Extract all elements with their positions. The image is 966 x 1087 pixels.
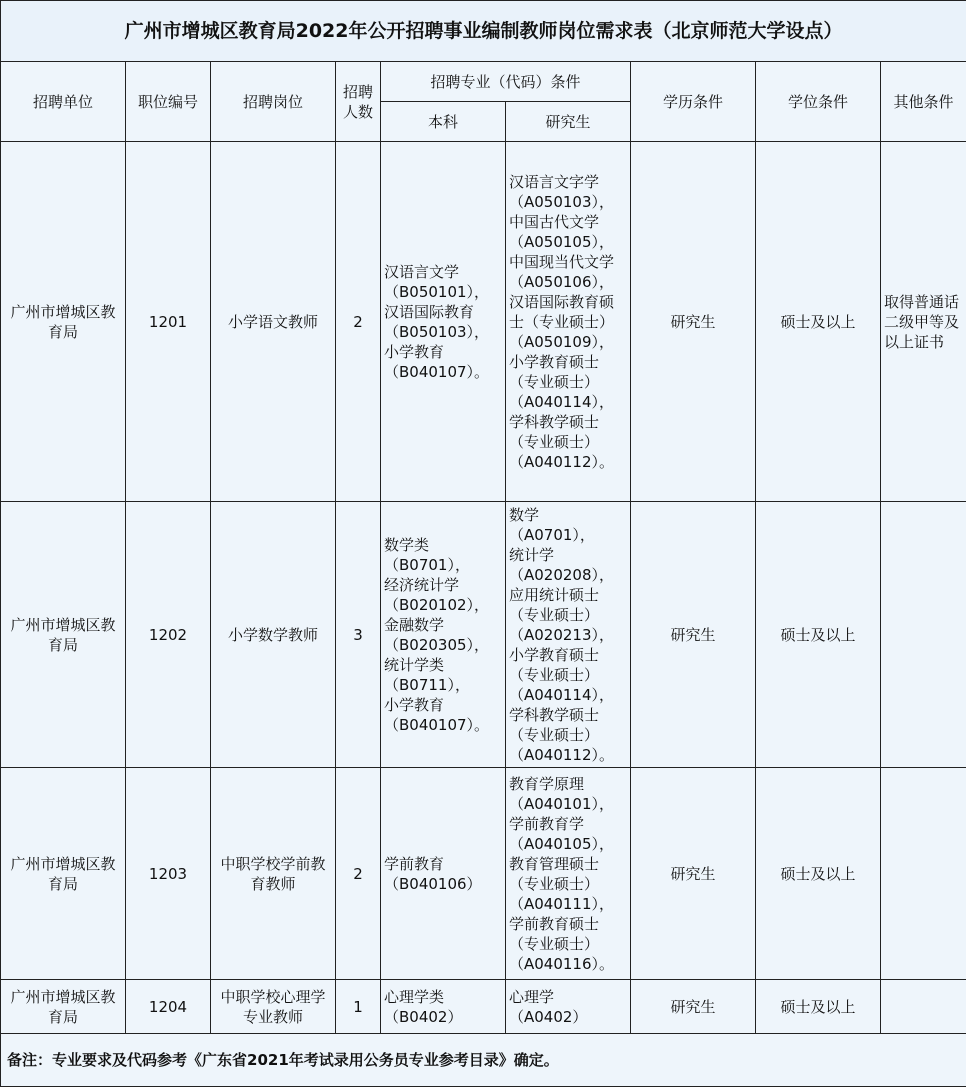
table-note: 备注：专业要求及代码参考《广东省2021年考试录用公务员专业参考目录》确定。 <box>1 1034 966 1087</box>
cell-code: 1203 <box>126 768 211 980</box>
cell-undergrad: 学前教育 （B040106） <box>381 768 506 980</box>
table-row <box>1 768 966 980</box>
cell-code: 1204 <box>126 980 211 1034</box>
table-title: 广州市增城区教育局2022年公开招聘事业编制教师岗位需求表（北京师范大学设点） <box>1 1 966 62</box>
header-position: 招聘岗位 <box>211 62 336 142</box>
cell-position: 中职学校心理学专业教师 <box>211 980 336 1034</box>
cell-code: 1201 <box>126 142 211 502</box>
cell-undergrad: 汉语言文学 （B050101）， 汉语国际教育 （B050103）， 小学教育 （B040107）。 <box>381 142 506 502</box>
cell-undergrad: 数学类 （B0701）， 经济统计学 （B020102）， 金融数学 （B020305）， 统计学类 （B0711）， 小学教育 （B040107）。 <box>381 502 506 768</box>
table-row <box>1 142 966 502</box>
header-unit: 招聘单位 <box>1 62 126 142</box>
cell-code: 1202 <box>126 502 211 768</box>
table-row <box>1 502 966 768</box>
cell-education: 研究生 <box>631 768 756 980</box>
cell-position: 小学数学教师 <box>211 502 336 768</box>
cell-unit: 广州市增城区教育局 <box>1 980 126 1034</box>
cell-graduate: 教育学原理 （A040101）， 学前教育学 （A040105）， 教育管理硕士 （专业硕士） （A040111）， 学前教育硕士 （专业硕士） （A040116）。 <box>506 768 631 980</box>
cell-degree: 硕士及以上 <box>756 768 881 980</box>
cell-position: 中职学校学前教育教师 <box>211 768 336 980</box>
cell-degree: 硕士及以上 <box>756 142 881 502</box>
cell-degree: 硕士及以上 <box>756 502 881 768</box>
header-other: 其他条件 <box>881 62 966 142</box>
cell-unit: 广州市增城区教育局 <box>1 142 126 502</box>
header-undergrad: 本科 <box>381 102 506 142</box>
cell-graduate: 数学 （A0701）， 统计学 （A020208）， 应用统计硕士 （专业硕士） （A020213）， 小学教育硕士 （专业硕士） （A040114）， 学科教学硕士 （专业硕士） （A040112）。 <box>506 502 631 768</box>
cell-count: 2 <box>336 142 381 502</box>
cell-count: 2 <box>336 768 381 980</box>
cell-other: 取得普通话二级甲等及以上证书 <box>881 142 966 502</box>
cell-count: 3 <box>336 502 381 768</box>
cell-graduate: 心理学 （A0402） <box>506 980 631 1034</box>
cell-degree: 硕士及以上 <box>756 980 881 1034</box>
cell-education: 研究生 <box>631 980 756 1034</box>
cell-other <box>881 980 966 1034</box>
header-graduate: 研究生 <box>506 102 631 142</box>
header-education: 学历条件 <box>631 62 756 142</box>
cell-other <box>881 768 966 980</box>
cell-graduate: 汉语言文字学 （A050103）， 中国古代文学 （A050105）， 中国现当代文学 （A050106）， 汉语国际教育硕士（专业硕士）（A050109）， 小学教育硕士 （专业硕士） （A040114）， 学科教学硕士 （专业硕士） （A040112）。 <box>506 142 631 502</box>
cell-undergrad: 心理学类 （B0402） <box>381 980 506 1034</box>
header-count: 招聘人数 <box>336 62 381 142</box>
cell-unit: 广州市增城区教育局 <box>1 502 126 768</box>
cell-education: 研究生 <box>631 502 756 768</box>
header-code: 职位编号 <box>126 62 211 142</box>
header-degree: 学位条件 <box>756 62 881 142</box>
table-row <box>1 980 966 1034</box>
cell-other <box>881 502 966 768</box>
cell-count: 1 <box>336 980 381 1034</box>
cell-unit: 广州市增城区教育局 <box>1 768 126 980</box>
header-major: 招聘专业（代码）条件 <box>381 62 631 102</box>
cell-position: 小学语文教师 <box>211 142 336 502</box>
cell-education: 研究生 <box>631 142 756 502</box>
